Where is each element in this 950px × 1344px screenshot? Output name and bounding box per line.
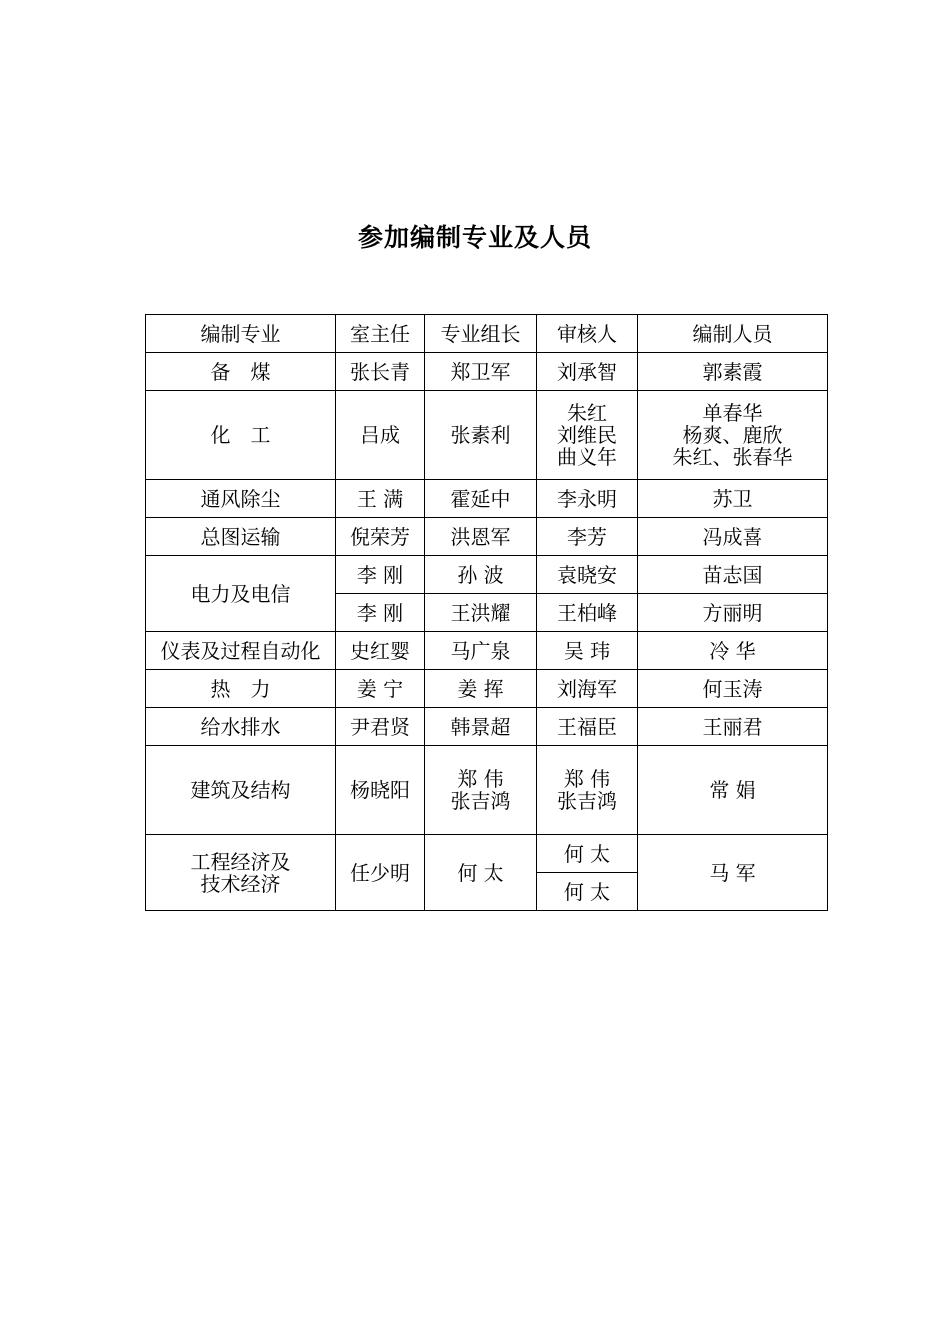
discipline-cell: 总图运输 bbox=[146, 518, 336, 556]
reviewer-cell: 刘承智 bbox=[537, 353, 638, 391]
reviewer-cell: 何 太 bbox=[537, 835, 638, 873]
table-row bbox=[146, 480, 828, 518]
reviewer-cell bbox=[537, 746, 638, 835]
header-cell: 专业组长 bbox=[425, 315, 537, 353]
discipline-cell: 备 煤 bbox=[146, 353, 336, 391]
leader-cell: 马广泉 bbox=[425, 632, 537, 670]
director-cell: 倪荣芳 bbox=[336, 518, 425, 556]
reviewer-name: 郑 伟 bbox=[563, 767, 611, 791]
director-cell: 姜 宁 bbox=[336, 670, 425, 708]
table-row bbox=[146, 670, 828, 708]
table-row bbox=[146, 632, 828, 670]
director-cell: 张长青 bbox=[336, 353, 425, 391]
discipline-cell: 热 力 bbox=[146, 670, 336, 708]
table-row bbox=[146, 835, 828, 873]
header-cell: 审核人 bbox=[537, 315, 638, 353]
discipline-line: 技术经济 bbox=[200, 871, 281, 896]
leader-cell: 张素利 bbox=[425, 391, 537, 480]
staff-cell: 马 军 bbox=[638, 835, 828, 911]
table-row bbox=[146, 518, 828, 556]
staff-cell: 冷 华 bbox=[638, 632, 828, 670]
reviewer-name: 刘维民 bbox=[557, 423, 617, 447]
director-cell: 杨晓阳 bbox=[336, 746, 425, 835]
staff-cell: 冯成喜 bbox=[638, 518, 828, 556]
leader-cell: 洪恩军 bbox=[425, 518, 537, 556]
staff-cell bbox=[638, 391, 828, 480]
staff-name: 单春华 bbox=[702, 401, 763, 425]
discipline-cell bbox=[146, 835, 336, 911]
staff-cell: 常 娟 bbox=[638, 746, 828, 835]
director-cell: 任少明 bbox=[336, 835, 425, 911]
director-cell: 李 刚 bbox=[336, 556, 425, 594]
reviewer-cell: 何 太 bbox=[537, 873, 638, 911]
table-row bbox=[146, 708, 828, 746]
reviewer-cell bbox=[537, 391, 638, 480]
staff-cell: 苏卫 bbox=[638, 480, 828, 518]
header-cell: 编制专业 bbox=[146, 315, 336, 353]
page-title: 参加编制专业及人员 bbox=[357, 223, 592, 252]
table-row bbox=[146, 391, 828, 480]
leader-cell: 郑卫军 bbox=[425, 353, 537, 391]
staff-name: 朱红、张春华 bbox=[672, 445, 793, 469]
reviewer-name: 朱红 bbox=[567, 401, 607, 425]
reviewer-cell: 袁晓安 bbox=[537, 556, 638, 594]
reviewer-cell: 李芳 bbox=[537, 518, 638, 556]
discipline-cell: 给水排水 bbox=[146, 708, 336, 746]
discipline-line: 工程经济及 bbox=[190, 849, 291, 874]
discipline-cell: 电力及电信 bbox=[146, 556, 336, 632]
staff-cell: 苗志国 bbox=[638, 556, 828, 594]
table-row bbox=[146, 746, 828, 835]
director-cell: 吕成 bbox=[336, 391, 425, 480]
director-cell: 尹君贤 bbox=[336, 708, 425, 746]
reviewer-cell: 王福臣 bbox=[537, 708, 638, 746]
leader-cell: 霍延中 bbox=[425, 480, 537, 518]
leader-cell: 姜 挥 bbox=[425, 670, 537, 708]
staff-cell: 何玉涛 bbox=[638, 670, 828, 708]
staff-name: 杨爽、鹿欣 bbox=[682, 423, 783, 447]
table-header-row bbox=[146, 315, 828, 353]
reviewer-name: 曲义年 bbox=[557, 445, 617, 469]
staff-table bbox=[145, 314, 828, 911]
director-cell: 王 满 bbox=[336, 480, 425, 518]
leader-cell: 何 太 bbox=[425, 835, 537, 911]
leader-name: 张吉鸿 bbox=[450, 789, 511, 813]
director-cell: 史红婴 bbox=[336, 632, 425, 670]
table-row bbox=[146, 556, 828, 594]
discipline-cell: 仪表及过程自动化 bbox=[146, 632, 336, 670]
leader-name: 郑 伟 bbox=[457, 767, 504, 791]
leader-cell: 孙 波 bbox=[425, 556, 537, 594]
reviewer-cell: 刘海军 bbox=[537, 670, 638, 708]
reviewer-cell: 王柏峰 bbox=[537, 594, 638, 632]
reviewer-name: 张吉鸿 bbox=[557, 789, 617, 813]
header-cell: 室主任 bbox=[336, 315, 425, 353]
discipline-cell: 建筑及结构 bbox=[146, 746, 336, 835]
reviewer-cell: 吴 玮 bbox=[537, 632, 638, 670]
leader-cell: 韩景超 bbox=[425, 708, 537, 746]
staff-cell: 王丽君 bbox=[638, 708, 828, 746]
table-row bbox=[146, 353, 828, 391]
leader-cell bbox=[425, 746, 537, 835]
discipline-cell: 化 工 bbox=[146, 391, 336, 480]
staff-cell: 方丽明 bbox=[638, 594, 828, 632]
staff-cell: 郭素霞 bbox=[638, 353, 828, 391]
director-cell: 李 刚 bbox=[336, 594, 425, 632]
reviewer-cell: 李永明 bbox=[537, 480, 638, 518]
header-cell: 编制人员 bbox=[638, 315, 828, 353]
discipline-cell: 通风除尘 bbox=[146, 480, 336, 518]
leader-cell: 王洪耀 bbox=[425, 594, 537, 632]
